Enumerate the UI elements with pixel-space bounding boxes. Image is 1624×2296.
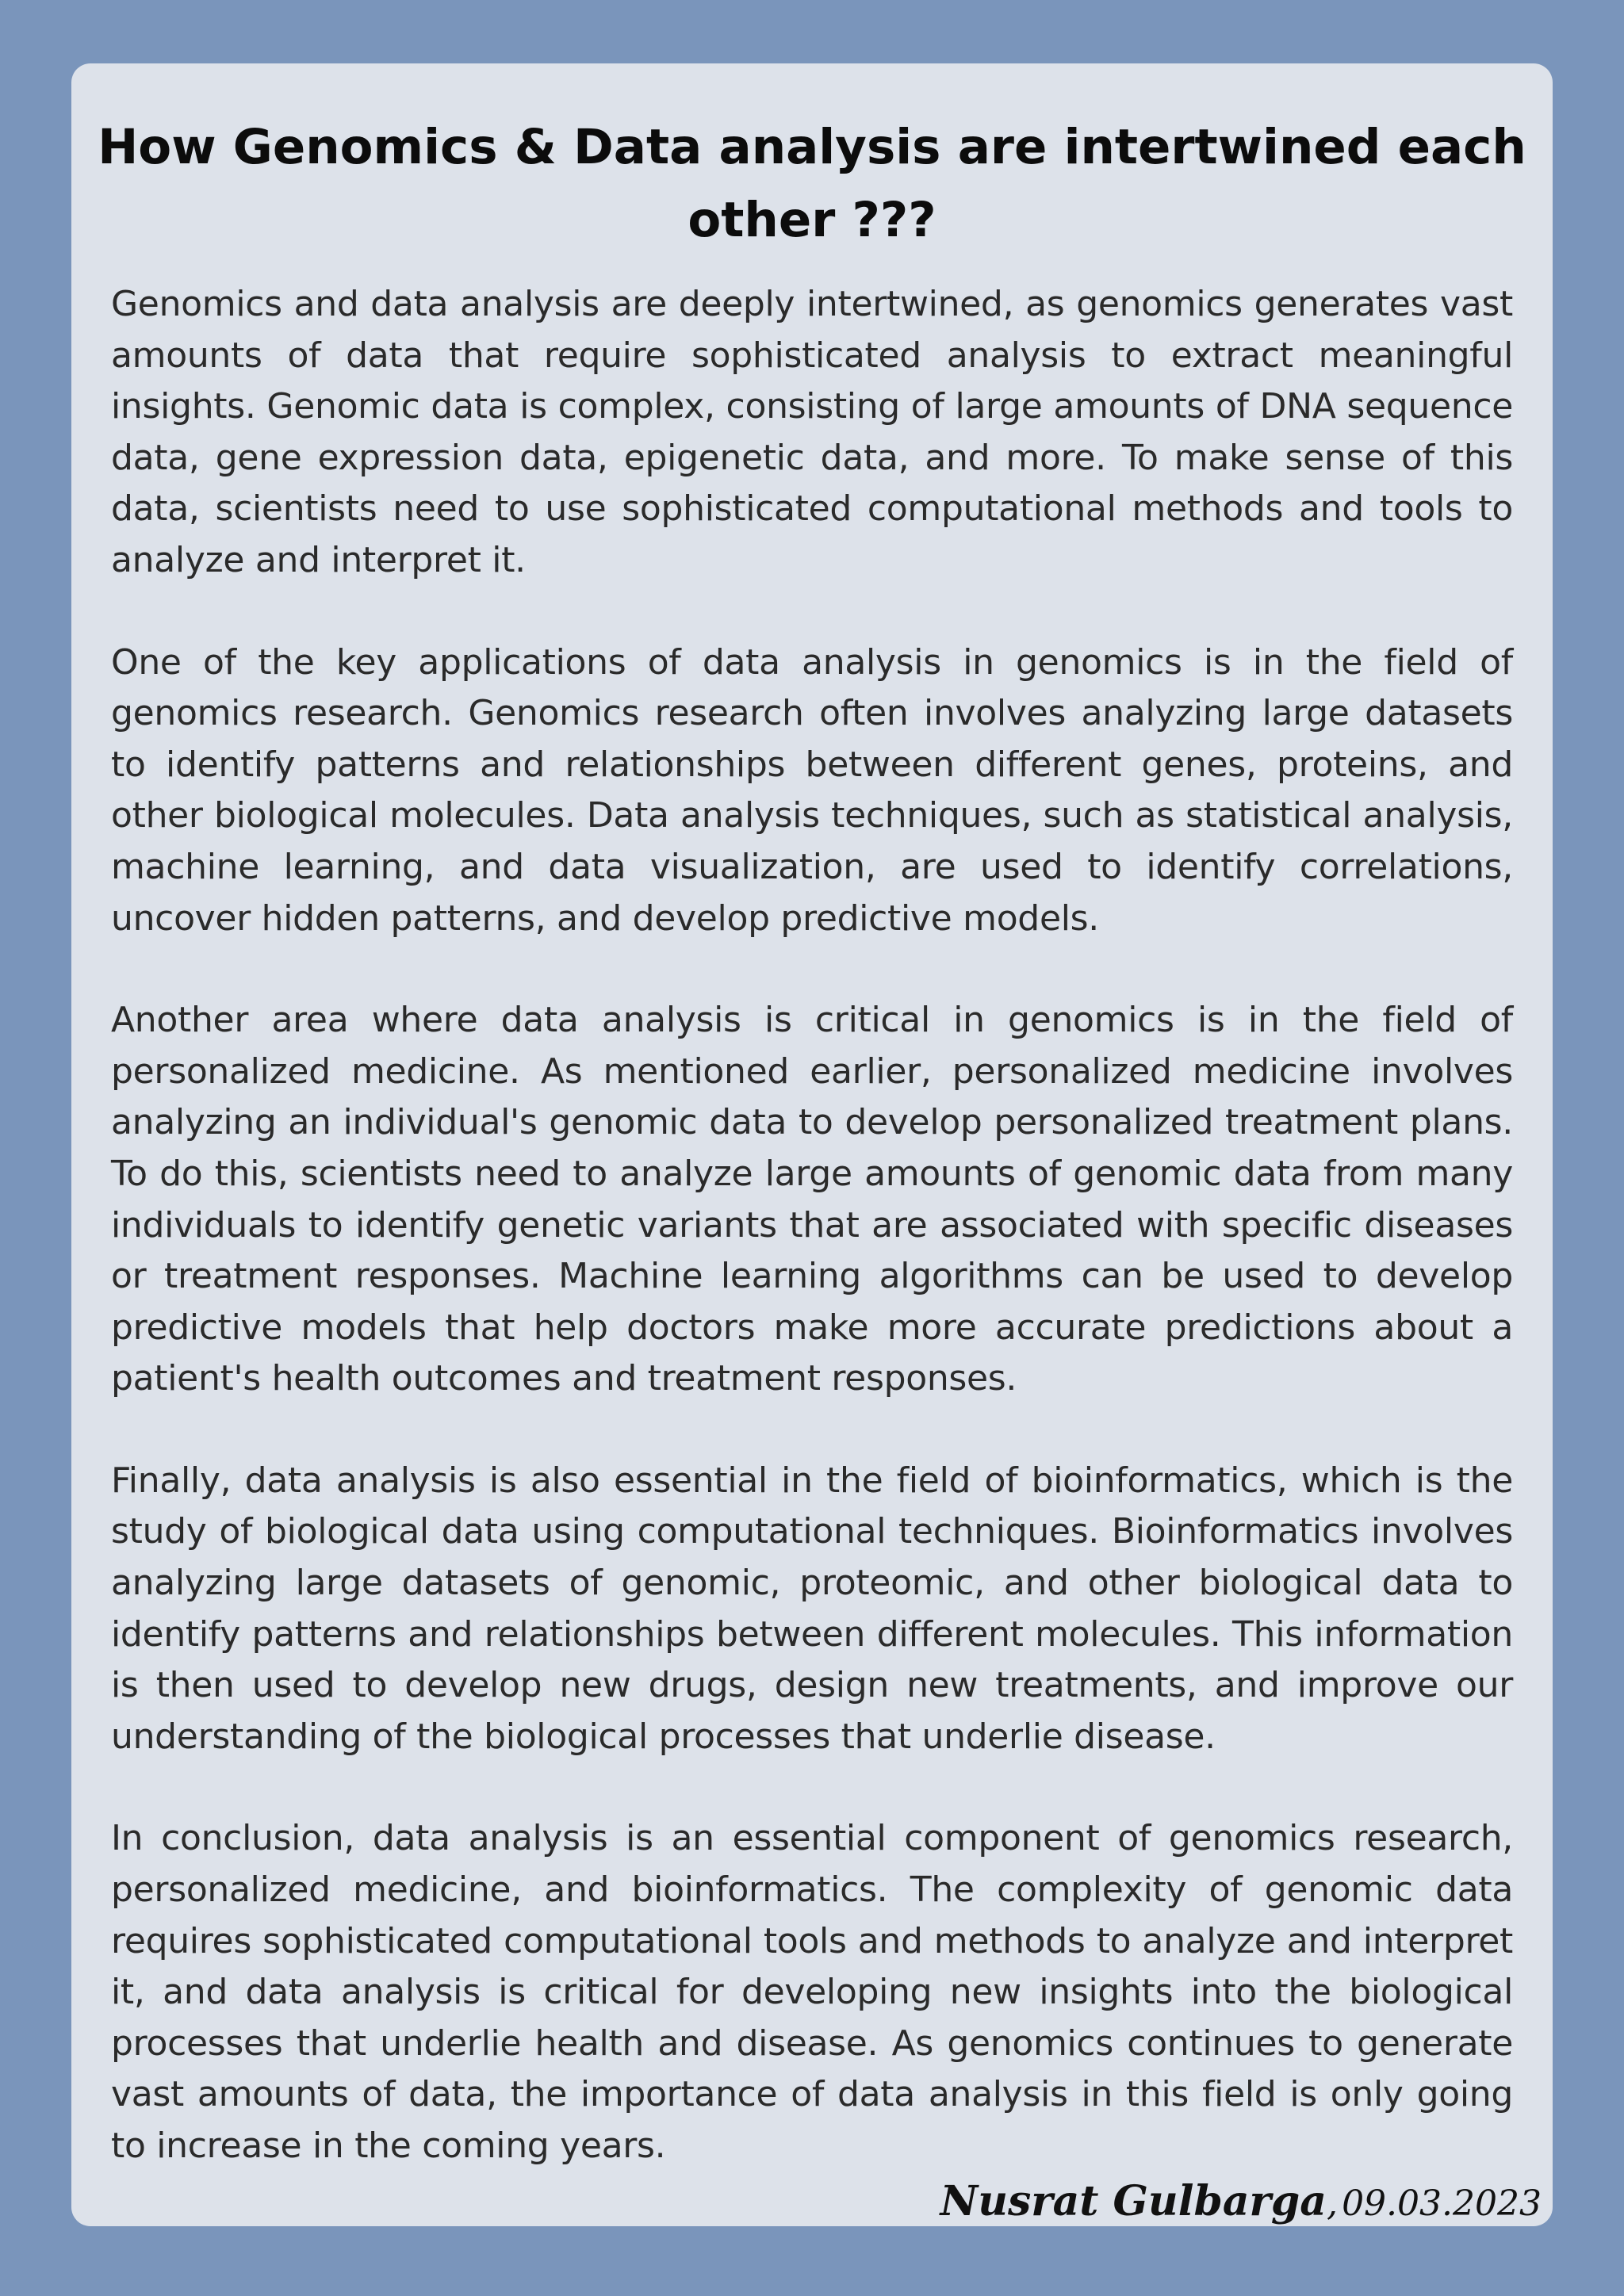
- signature-date: 09.03.2023: [1342, 2183, 1542, 2224]
- article-body: [111, 279, 1513, 2172]
- author-name: Nusrat Gulbarga: [940, 2177, 1327, 2225]
- signature-separator: ,: [1326, 2183, 1338, 2224]
- paragraph-conclusion: In conclusion, data analysis is an essential component of genomics research, personalized medicine, and bioinformatics. The complexity of genomic data requires sophisticated computational tools and methods to analyze and interpret it, and data analysis is critical for developing new insights into the biological processes that underlie health and disease. As genomics continues to generate vast amounts of data, the importance of data analysis in this field is only going to increase in the coming years.: [111, 1818, 1513, 2166]
- paragraph-bioinformatics: Finally, data analysis is also essential in the field of bioinformatics, which is the study of biological data using computational techniques. Bioinformatics involves analyzing large datasets of genomic, proteomic, and other biological data to identify patterns and relationships between different molecules. This information is then used to develop new drugs, design new treatments, and improve our understanding of the biological processes that underlie disease.: [111, 1460, 1513, 1757]
- paragraph-genomics-research: One of the key applications of data analysis in genomics is in the field of genomics research. Genomics research often involves analyzing large datasets to identify patterns and relationships between different genes, proteins, and other biological molecules. Data analysis techniques, such as statistical analysis, machine learning, and data visualization, are used to identify correlations, uncover hidden patterns, and develop predictive models.: [111, 641, 1513, 939]
- signature: [940, 2174, 1542, 2239]
- paragraph-intro: Genomics and data analysis are deeply intertwined, as genomics generates vast amounts of data that require sophisticated analysis to extract meaningful insights. Genomic data is complex, consisting of large amounts of DNA sequence data, gene expression data, epigenetic data, and more. To make sense of this data, scientists need to use sophisticated computational methods and tools to analyze and interpret it.: [111, 284, 1513, 580]
- paragraph-personalized-medicine: Another area where data analysis is critical in genomics is in the field of personalized medicine. As mentioned earlier, personalized medicine involves analyzing an individual's genomic data to develop personalized treatment plans. To do this, scientists need to analyze large amounts of genomic data from many individuals to identify genetic variants that are associated with specific diseases or treatment responses. Machine learning algorithms can be used to develop predictive models that help doctors make more accurate predictions about a patient's health outcomes and treatment responses.: [111, 1000, 1513, 1399]
- page-title: How Genomics & Data analysis are intertwined each other ???: [98, 119, 1526, 248]
